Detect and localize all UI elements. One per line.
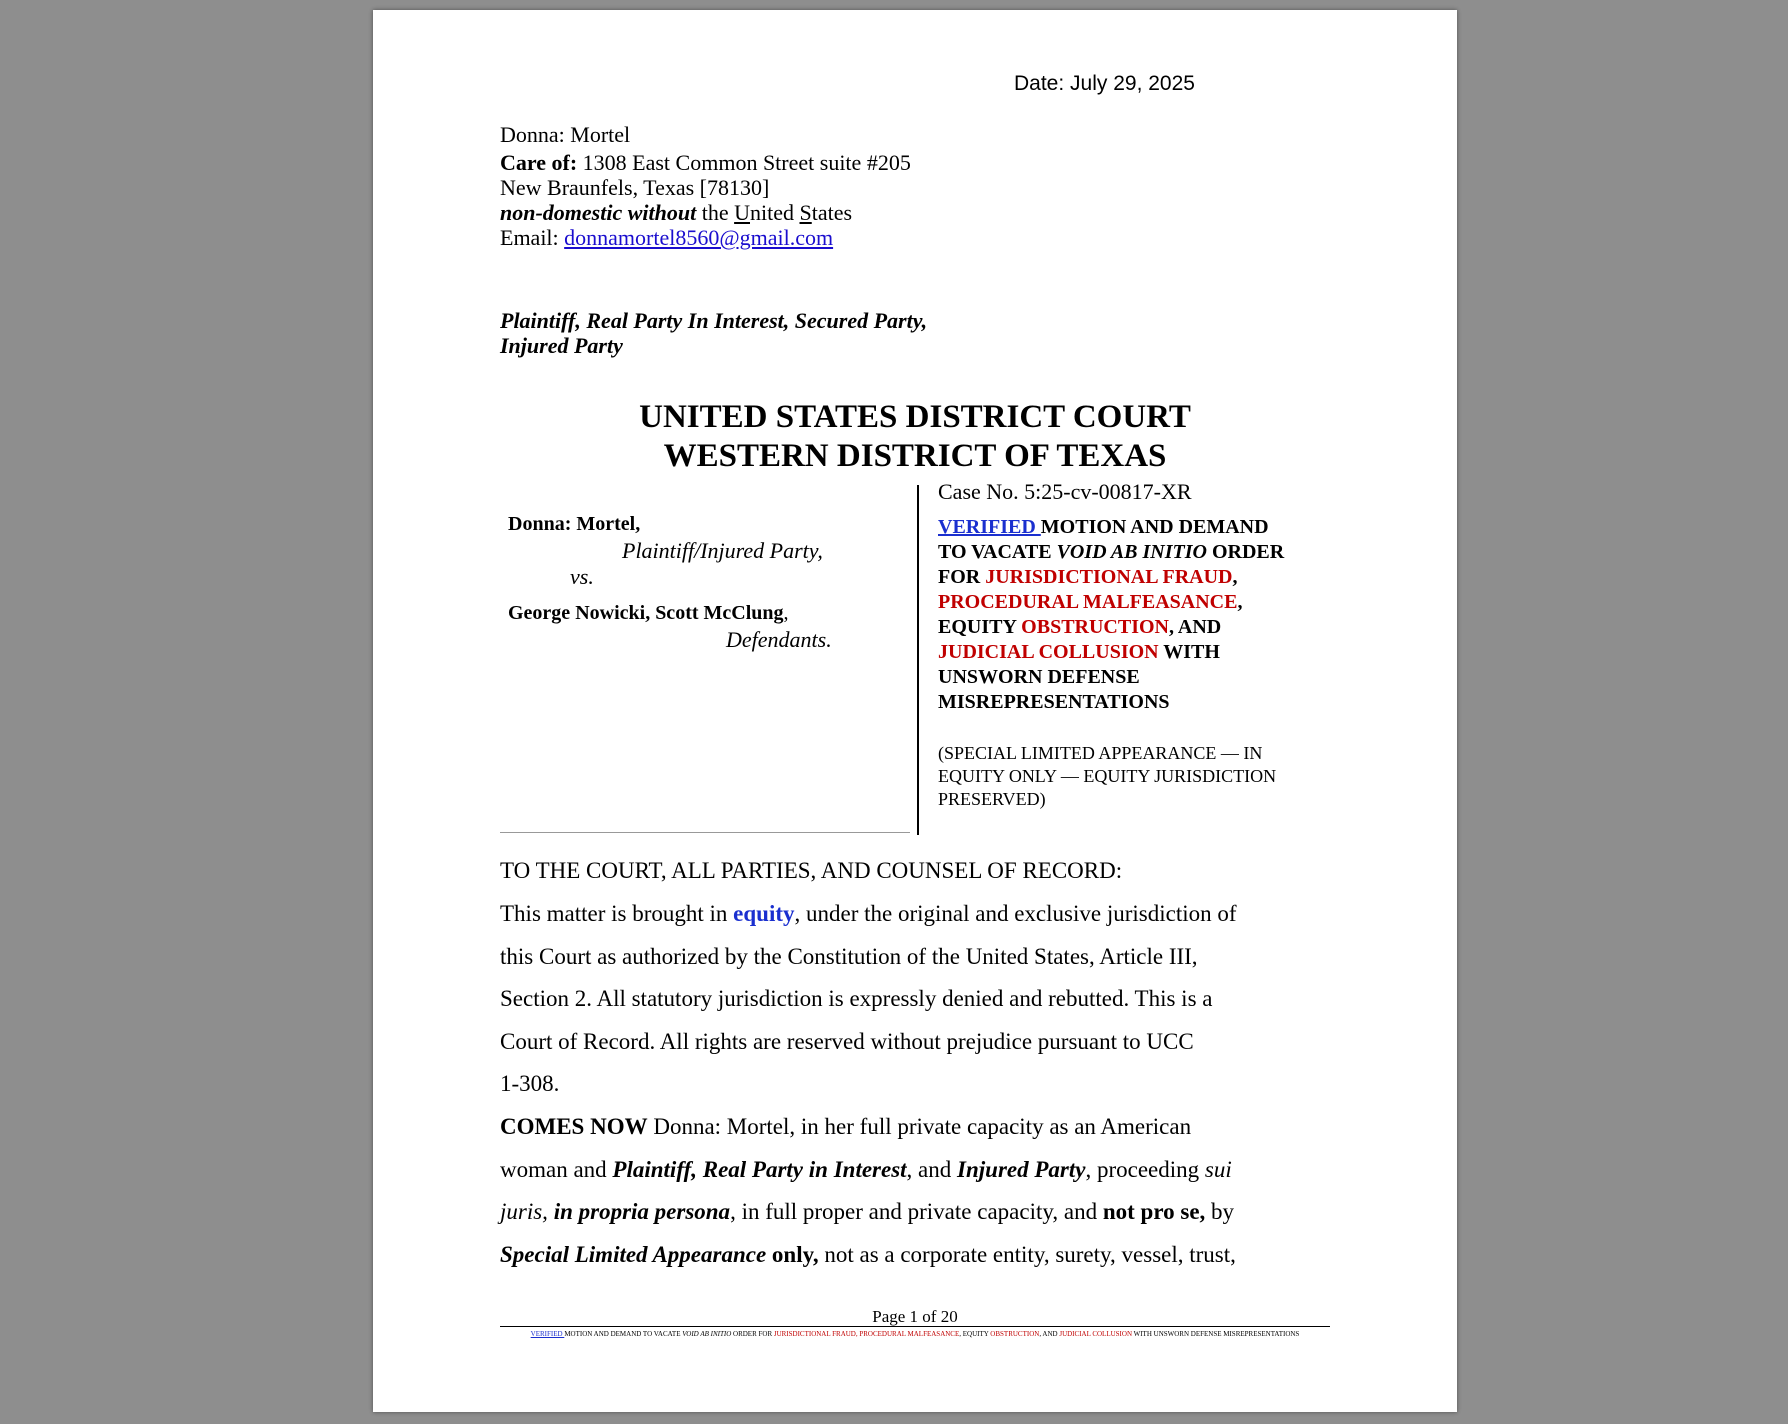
city-line: New Braunfels, Texas [78130] xyxy=(500,175,770,200)
care-of-address: 1308 East Common Street suite #205 xyxy=(577,150,911,175)
status-line: non-domestic without the United States xyxy=(500,200,853,225)
email-line xyxy=(500,225,833,250)
party-designation: Plaintiff, Real Party In Interest, Secured Party, Injured Party xyxy=(500,308,928,358)
care-of-line xyxy=(500,150,911,175)
caption-defendants-role: Defendants. xyxy=(726,627,832,652)
care-of-label: Care of: xyxy=(500,150,578,175)
footer-title: VERIFIED MOTION AND DEMAND TO VACATE VOID AB INITIO ORDER FOR JURISDICTIONAL FRAUD, PROCEDURAL MALFEASANCE, EQUITY OBSTRUCTION, AND JUDICIAL COLLUSION WITH UNSWORN DEFENSE MISREPRESENTATIONS xyxy=(530,1330,1300,1338)
case-number: Case No. 5:25-cv-00817-XR xyxy=(938,479,1192,504)
court-name: UNITED STATES DISTRICT COURT xyxy=(639,399,1191,435)
caption-rule xyxy=(500,832,910,833)
footer-rule xyxy=(500,1326,1330,1327)
caption-plaintiff: Donna: Mortel, xyxy=(508,513,641,535)
caption-defendants: George Nowicki, Scott McClung xyxy=(508,602,784,624)
body-paragraph-2: COMES NOW Donna: Mortel, in her full private capacity as an American woman and Plaintiff, Real Party in Interest, and Injured Party, proceeding sui juris, in propria persona, in full proper and private capacity, and not pro se, by Special Limited Appearance only, not as a corporate entity, surety, vessel, trust, xyxy=(500,1114,1236,1267)
email-label: Email: xyxy=(500,225,565,250)
caption-divider xyxy=(917,485,919,835)
court-district: WESTERN DISTRICT OF TEXAS xyxy=(663,438,1167,474)
caption-plaintiff-role: Plaintiff/Injured Party, xyxy=(622,538,823,563)
equity-emphasis: equity xyxy=(733,901,795,926)
email-link[interactable]: donnamortel8560@gmail.com xyxy=(564,225,834,250)
special-appearance-note: (SPECIAL LIMITED APPEARANCE — IN EQUITY ONLY — EQUITY JURISDICTION PRESERVED) xyxy=(938,743,1277,809)
motion-title: VERIFIED MOTION AND DEMAND TO VACATE VOID AB INITIO ORDER FOR JURISDICTIONAL FRAUD, PROCEDURAL MALFEASANCE, EQUITY OBSTRUCTION, AND JUDICIAL COLLUSION WITH UNSWORN DEFENSE MISREPRESENTATIONS xyxy=(938,516,1285,713)
body-paragraph-1: This matter is brought in equity, under the original and exclusive jurisdiction of this Court as authorized by the Constitution of the United States, Article III, Section 2. All statutory jurisdiction is expressly denied and rebutted. This is a Court of Record. All rights are reserved without prejudice pursuant to UCC 1-308. xyxy=(500,901,1237,1096)
page-number: Page 1 of 20 xyxy=(872,1307,958,1326)
status-bold-italic: non-domestic without xyxy=(500,200,697,225)
document-page xyxy=(373,10,1457,1412)
caption-versus: vs. xyxy=(570,564,594,589)
sender-name: Donna: Mortel xyxy=(500,122,631,147)
body-salutation: TO THE COURT, ALL PARTIES, AND COUNSEL OF RECORD: xyxy=(500,858,1123,883)
caption-defendants-line: George Nowicki, Scott McClung, xyxy=(508,602,789,624)
date-line: Date: July 29, 2025 xyxy=(1014,72,1195,95)
verified-link[interactable]: VERIFIED xyxy=(938,516,1041,538)
